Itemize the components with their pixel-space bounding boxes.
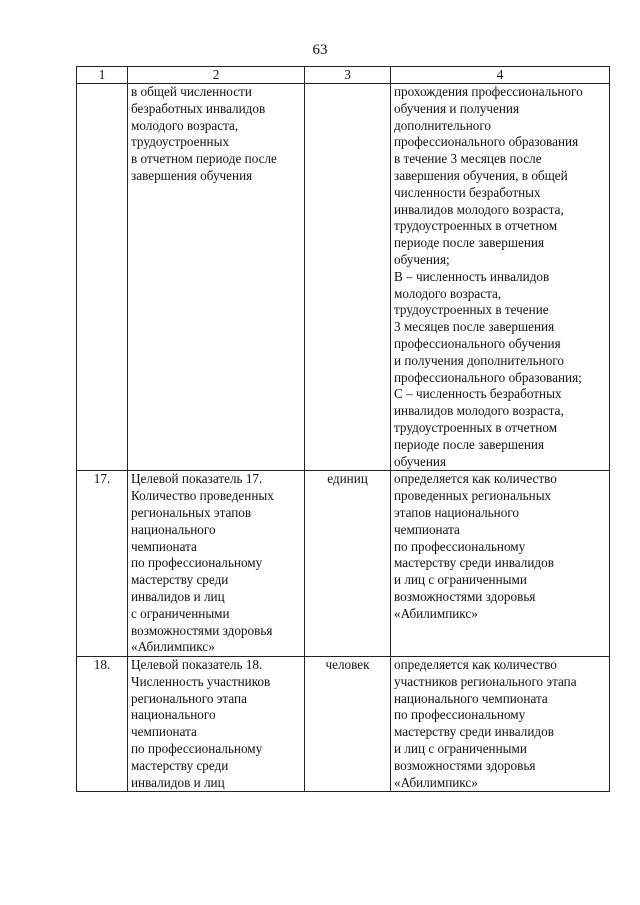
- indicator-table: [76, 66, 610, 792]
- indicator-name: Целевой показатель 17. Количество проведенных региональных этапов национального чемпионата по профессиональному мастерству среди инвалидов и лиц с ограниченными возможностями здоровья «Абилимпикс»: [128, 471, 305, 657]
- indicator-name: в общей численности безработных инвалидов молодого возраста, трудоустроенных в отчетном периоде после завершения обучения: [128, 84, 305, 471]
- table-row: [77, 84, 610, 471]
- unit-of-measure: человек: [305, 657, 391, 792]
- table-header-row: [77, 67, 610, 84]
- page-number: 63: [312, 42, 328, 58]
- calculation-method: прохождения профессионального обучения и получения дополнительного профессионального образования в течение 3 месяцев после завершения обучения, в общей численности безработных инвалидов молодого возраста, трудоустроенных в отчетном периоде после завершения обучения; B – численность инвалидов молодого возраста, трудоустроенных в течение 3 месяцев после завершения профессионального обучения и получения дополнительного профессионального образования; C – численность безработных инвалидов молодого возраста, трудоустроенных в отчетном периоде после завершения обучения: [391, 84, 610, 471]
- calculation-method: определяется как количество проведенных региональных этапов национального чемпионата по профессиональному мастерству среди инвалидов и лиц с ограниченными возможностями здоровья «Абилимпикс»: [391, 471, 610, 657]
- unit-of-measure: [305, 84, 391, 471]
- calculation-method: определяется как количество участников регионального этапа национального чемпионата по профессиональному мастерству среди инвалидов и лиц с ограниченными возможностями здоровья «Абилимпикс»: [391, 657, 610, 792]
- header-cell-4: 4: [391, 67, 610, 84]
- header-cell-2: 2: [128, 67, 305, 84]
- indicator-name: Целевой показатель 18. Численность участников регионального этапа национального чемпионата по профессиональному мастерству среди инвалидов и лиц: [128, 657, 305, 792]
- row-number: [77, 84, 128, 471]
- row-number: 18.: [77, 657, 128, 792]
- table-row: [77, 471, 610, 657]
- header-cell-1: 1: [77, 67, 128, 84]
- unit-of-measure: единиц: [305, 471, 391, 657]
- header-cell-3: 3: [305, 67, 391, 84]
- row-number: 17.: [77, 471, 128, 657]
- table-row: [77, 657, 610, 792]
